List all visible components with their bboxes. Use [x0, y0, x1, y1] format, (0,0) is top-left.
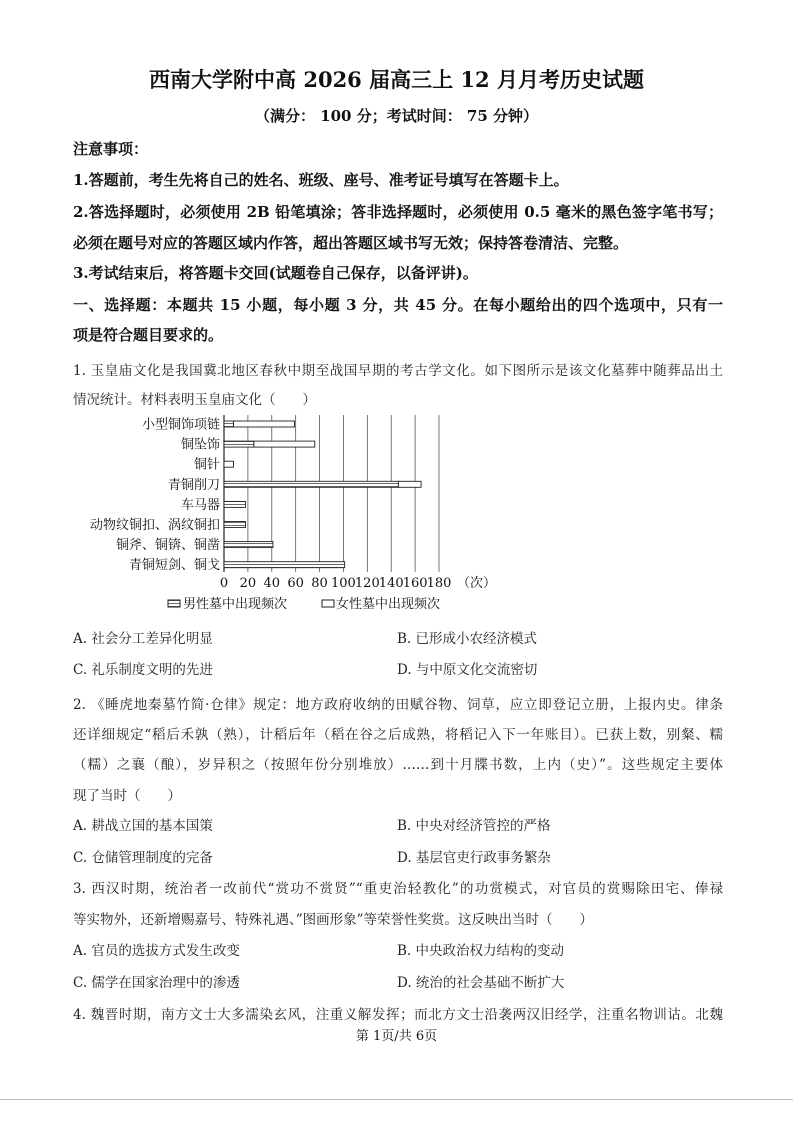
legend-swatch-male	[168, 600, 180, 607]
notice-heading: 注意事项：	[73, 140, 149, 158]
burial-goods-bar-chart	[60, 410, 497, 615]
x-tick-label: 140	[378, 576, 404, 591]
category-label: 小型铜饰项链	[141, 417, 220, 433]
q2-option-a: A. 耕战立国的基本国策	[73, 818, 213, 834]
female-bar	[224, 461, 234, 467]
question-1-stem: 情况统计。材料表明玉皇庙文化（ ）	[73, 392, 316, 408]
x-unit-label: （次）	[457, 576, 497, 591]
question-3-stem: 等实物外，还新增赐嘉号、特殊礼遇、”图画形象”等荣誉性奖赏。这反映出当时（ ）	[73, 912, 594, 928]
male-bar	[224, 522, 246, 528]
q2-option-d: D. 基层官吏行政事务繁杂	[397, 850, 551, 866]
page-divider	[0, 1099, 793, 1100]
section-heading: 一、选择题：本题共 15 小题，每小题 3 分，共 45 分。在每小题给出的四个选项中，只有一	[73, 296, 723, 314]
female-bar	[254, 441, 315, 447]
male-bar	[224, 562, 345, 568]
category-label: 铜斧、铜锛、铜凿	[115, 538, 220, 554]
q1-option-a: A. 社会分工差异化明显	[73, 631, 213, 647]
female-bar	[234, 421, 295, 427]
section-heading: 项是符合题目要求的。	[73, 326, 224, 344]
category-label: 青铜短剑、铜戈	[128, 558, 220, 574]
category-label: 青铜削刀	[167, 477, 220, 493]
notice-line: 3.考试结束后，将答题卡交回(试题卷自己保存，以备评讲)。	[73, 264, 478, 282]
x-tick-label: 100	[331, 576, 356, 591]
legend-label: 男性墓中出现频次	[183, 597, 288, 612]
exam-info: （满分： 100 分；考试时间： 75 分钟）	[254, 107, 539, 125]
q1-option-d: D. 与中原文化交流密切	[397, 662, 538, 678]
question-2-stem: 2. 《睡虎地秦墓竹简·仓律》规定：地方政府收纳的田赋谷物、饲草，应立即登记立册，上报内史。律条	[73, 697, 723, 713]
x-tick-label: 40	[263, 576, 281, 591]
legend-swatch-female	[322, 600, 334, 607]
legend-label: 女性墓中出现频次	[336, 597, 441, 612]
page-number: 第 1页/共 6页	[355, 1029, 438, 1044]
q3-option-d: D. 统治的社会基础不断扩大	[397, 975, 565, 991]
male-bar	[224, 481, 398, 487]
q3-option-a: A. 官员的选拔方式发生改变	[73, 943, 240, 959]
x-tick-label: 60	[287, 576, 304, 591]
x-tick-label: 180	[426, 576, 452, 591]
q1-option-c: C. 礼乐制度文明的先进	[73, 662, 213, 678]
male-bar	[224, 441, 254, 447]
category-label: 铜坠饰	[180, 437, 220, 453]
question-1-stem: 1. 玉皇庙文化是我国冀北地区春秋中期至战国早期的考古学文化。如下图所示是该文化墓葬中随葬品出土	[73, 363, 723, 379]
notice-line: 必须在题号对应的答题区域内作答，超出答题区域书写无效；保持答卷清洁、完整。	[73, 234, 629, 252]
page-title: 西南大学附中高 2026 届高三上 12 月月考历史试题	[149, 67, 644, 92]
question-3-stem: 3. 西汉时期，统治者一改前代“赏功不赏贤”“重吏治轻教化”的功赏模式，对官员的赏赐除田宅、俸禄	[73, 881, 723, 897]
question-4-stem: 4. 魏晋时期，南方文士大多濡染玄风，注重义解发挥；而北方文士沿袭两汉旧经学，注重名物训诂。北魏	[73, 1007, 723, 1023]
q3-option-c: C. 儒学在国家治理中的渗透	[73, 975, 240, 991]
x-tick-label: 20	[239, 576, 257, 591]
x-tick-label: 0	[219, 576, 229, 591]
q1-option-b: B. 已形成小农经济模式	[397, 631, 538, 647]
notice-line: 1.答题前，考生先将自己的姓名、班级、座号、准考证号填写在答题卡上。	[73, 171, 569, 189]
x-tick-label: 120	[354, 576, 380, 591]
x-tick-label: 80	[311, 576, 328, 591]
category-label: 铜针	[193, 457, 220, 473]
male-bar	[224, 501, 246, 507]
notice-line: 2.答选择题时，必须使用 2B 铅笔填涂；答非选择题时，必须使用 0.5 毫米的黑色签字笔书写；	[73, 203, 723, 221]
male-bar	[224, 421, 234, 427]
x-tick-label: 160	[402, 576, 428, 591]
q2-option-b: B. 中央对经济管控的严格	[397, 818, 551, 834]
male-bar	[224, 542, 273, 548]
q3-option-b: B. 中央政治权力结构的变动	[397, 943, 565, 959]
female-bar	[398, 481, 421, 487]
category-label: 动物纹铜扣、涡纹铜扣	[89, 518, 220, 533]
question-2-stem: 还详细规定“稻后禾孰（熟），计稻后年（稻在谷之后成熟，将稻记入下一年账目）。已获上数，别粲、糯	[73, 727, 723, 743]
q2-option-c: C. 仓储管理制度的完备	[73, 850, 213, 866]
question-2-stem: （糯）之襄（酿），岁异积之（按照年份分别堆放）……到十月牒书数，上内（史）”。这些规定主要体	[73, 757, 723, 773]
question-2-stem: 现了当时（ ）	[73, 788, 181, 804]
category-label: 车马器	[180, 497, 220, 513]
